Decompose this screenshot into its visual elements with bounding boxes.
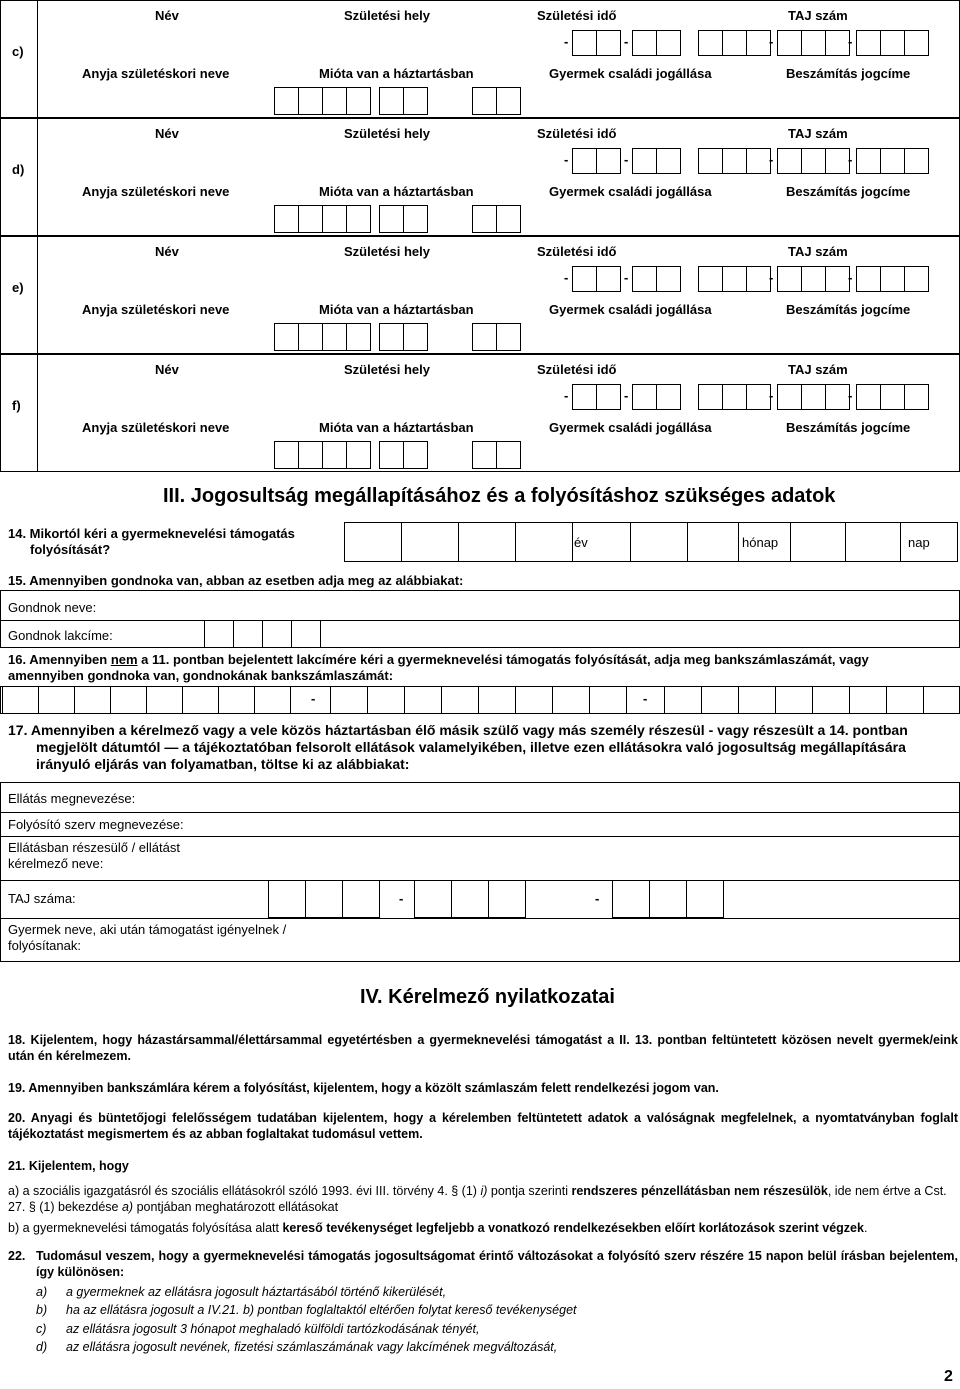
q14-label: 14. Mikortól kéri a gyermeknevelési támogatás folyósítását? xyxy=(8,526,295,557)
taj-separator: - xyxy=(595,891,600,906)
bank-account-cell[interactable] xyxy=(404,686,442,714)
birthdate-cell[interactable] xyxy=(596,148,621,174)
taj-cell[interactable] xyxy=(777,30,802,56)
section3-title: III. Jogosultság megállapításához és a folyósításhoz szükséges adatok xyxy=(163,485,836,507)
taj-cell[interactable] xyxy=(746,266,774,292)
taj-separator: - xyxy=(769,388,774,403)
statement-22c-letter: c) xyxy=(36,1322,47,1336)
bank-account-cell[interactable] xyxy=(849,686,887,714)
since-label: Mióta van a háztartásban xyxy=(319,302,474,317)
family-status-label: Gyermek családi jogállása xyxy=(549,302,712,317)
since-year-cell[interactable] xyxy=(346,323,371,351)
taj-digit-cell[interactable] xyxy=(414,880,452,918)
basis-label: Beszámítás jogcíme xyxy=(786,420,911,435)
taj-cell[interactable] xyxy=(777,384,802,410)
family-status-label: Gyermek családi jogállása xyxy=(549,420,712,435)
q16-label: 16. Amennyiben nem a 11. pontban bejelentett lakcímére kéri a gyermeknevelési támogatás folyósítását, adja meg bankszámlaszámát, vagy amennyiben gondnoka van, gondnokának bankszámlaszámát: xyxy=(8,652,869,683)
taj-cell[interactable] xyxy=(825,384,853,410)
date-separator: - xyxy=(624,270,629,285)
q15-label: 15. Amennyiben gondnoka van, abban az esetben adja meg az alábbiakat: xyxy=(8,573,464,588)
guardian-address-label: Gondnok lakcíme: xyxy=(8,628,113,643)
bank-account-cell[interactable] xyxy=(515,686,553,714)
bank-account-cell[interactable] xyxy=(74,686,111,714)
basis-label: Beszámítás jogcíme xyxy=(786,302,911,317)
since-month-cell[interactable] xyxy=(379,441,404,469)
taj-cell[interactable] xyxy=(801,266,826,292)
payer-name-label: Folyósító szerv megnevezése: xyxy=(8,817,184,832)
since-day-cell[interactable] xyxy=(496,87,521,115)
statement-22b: ha az ellátásra jogosult a IV.21. b) pontban foglaltaktól eltérően folytat kereső tevékenységet xyxy=(66,1303,577,1317)
since-day-cell[interactable] xyxy=(472,87,497,115)
birthdate-cell[interactable] xyxy=(572,384,597,410)
taj-cell[interactable] xyxy=(825,30,853,56)
mother-name-label: Anyja születéskori neve xyxy=(82,66,230,81)
nap-label: nap xyxy=(908,535,930,550)
benefit-divider-4 xyxy=(0,918,960,919)
since-year-cell[interactable] xyxy=(346,441,371,469)
birthplace-label: Születési hely xyxy=(344,126,430,141)
person-letter: f) xyxy=(12,398,21,413)
taj-cell[interactable] xyxy=(746,30,774,56)
postal-code-cell[interactable] xyxy=(204,620,234,648)
date-separator: - xyxy=(564,34,569,49)
since-year-cell[interactable] xyxy=(274,323,299,351)
name-label: Név xyxy=(155,126,179,141)
year-digit-4[interactable] xyxy=(515,522,573,562)
since-month-cell[interactable] xyxy=(403,205,428,233)
bank-account-cell[interactable] xyxy=(146,686,183,714)
bank-account-cell[interactable] xyxy=(589,686,627,714)
taj-cell[interactable] xyxy=(722,266,747,292)
bank-account-cell[interactable] xyxy=(552,686,590,714)
taj-digit-cell[interactable] xyxy=(342,880,380,918)
birthdate-label: Születési idő xyxy=(537,8,617,23)
since-month-cell[interactable] xyxy=(403,441,428,469)
taj-cell[interactable] xyxy=(722,30,747,56)
statement-22c: az ellátásra jogosult 3 hónapot meghaladó külföldi tartózkodásának tényét, xyxy=(66,1322,480,1336)
taj-cell[interactable] xyxy=(904,30,929,56)
statement-21b: b) a gyermeknevelési támogatás folyósítása alatt kereső tevékenységet legfeljebb a vonatkozó rendelkezésekben előírt korlátozások szerint végzek. xyxy=(8,1221,868,1235)
bank-account-cell[interactable] xyxy=(923,686,960,714)
birthdate-cell[interactable] xyxy=(656,266,681,292)
statement-18: 18. Kijelentem, hogy házastársammal/élettársammal egyetértésben a gyermeknevelési támogatást a II. 13. pontban feltüntetett közösen nevelt gyermek/eink után én kérelmezem. xyxy=(8,1033,958,1063)
since-year-cell[interactable] xyxy=(322,87,347,115)
since-day-cell[interactable] xyxy=(496,441,521,469)
mother-name-label: Anyja születéskori neve xyxy=(82,302,230,317)
birthdate-cell[interactable] xyxy=(656,384,681,410)
taj-digit-cell[interactable] xyxy=(488,880,526,918)
statement-20: 20. Anyagi és büntetőjogi felelősségem tudatában kijelentem, hogy a kérelemben feltüntetett adatok a valóságnak megfelelnek, a nyomtatványban foglalt tájékoztatást megismertem és az abban foglaltakat tudomásul vettem. xyxy=(8,1111,958,1141)
taj-cell[interactable] xyxy=(880,148,905,174)
bank-account-cell[interactable] xyxy=(775,686,813,714)
bank-account-cell[interactable] xyxy=(367,686,405,714)
taj-cell[interactable] xyxy=(801,384,826,410)
date-separator: - xyxy=(564,152,569,167)
benefit-divider-2 xyxy=(0,836,960,837)
taj-label: TAJ szám xyxy=(788,244,848,259)
since-month-cell[interactable] xyxy=(379,87,404,115)
birthdate-cell[interactable] xyxy=(656,30,681,56)
since-label: Mióta van a háztartásban xyxy=(319,66,474,81)
since-day-cell[interactable] xyxy=(472,323,497,351)
guardian-name-label: Gondnok neve: xyxy=(8,600,97,615)
bank-account-cell[interactable] xyxy=(738,686,776,714)
statement-21: 21. Kijelentem, hogy xyxy=(8,1159,129,1173)
basis-label: Beszámítás jogcíme xyxy=(786,184,911,199)
taj-cell[interactable] xyxy=(880,266,905,292)
postal-code-cell[interactable] xyxy=(262,620,292,648)
birthdate-cell[interactable] xyxy=(596,384,621,410)
since-label: Mióta van a háztartásban xyxy=(319,184,474,199)
page-number: 2 xyxy=(944,1368,953,1385)
date-separator: - xyxy=(564,388,569,403)
since-year-cell[interactable] xyxy=(274,87,299,115)
name-label: Név xyxy=(155,362,179,377)
statement-19: 19. Amennyiben bankszámlára kérem a folyósítást, kijelentem, hogy a közölt számlaszám felett rendelkezési jogom van. xyxy=(8,1081,719,1095)
taj-cell[interactable] xyxy=(880,30,905,56)
bank-account-cell[interactable] xyxy=(478,686,516,714)
address-field[interactable] xyxy=(320,620,960,648)
bank-account-cell[interactable] xyxy=(330,686,368,714)
taj-cell[interactable] xyxy=(880,384,905,410)
since-month-cell[interactable] xyxy=(403,87,428,115)
since-year-cell[interactable] xyxy=(322,323,347,351)
statement-22d: az ellátásra jogosult nevének, fizetési számlaszámának vagy lakcímének megváltozását, xyxy=(66,1340,558,1354)
taj-cell[interactable] xyxy=(904,384,929,410)
taj-cell[interactable] xyxy=(801,148,826,174)
since-day-cell[interactable] xyxy=(496,323,521,351)
letter-column xyxy=(0,0,38,118)
bank-account-cell[interactable] xyxy=(886,686,924,714)
taj-separator: - xyxy=(769,152,774,167)
since-year-cell[interactable] xyxy=(298,323,323,351)
taj-digit-cell[interactable] xyxy=(268,880,306,918)
benefit-name-label: Ellátás megnevezése: xyxy=(8,791,136,806)
birthplace-label: Születési hely xyxy=(344,244,430,259)
month-digit-2[interactable] xyxy=(687,522,739,562)
statement-22: Tudomásul veszem, hogy a gyermeknevelési támogatás jogosultságomat érintő változásokat a folyósító szerv részére 15 napon belül írásban bejelentem, így különösen: xyxy=(36,1249,958,1279)
taj-digit-cell[interactable] xyxy=(612,880,650,918)
taj-separator: - xyxy=(848,152,853,167)
basis-label: Beszámítás jogcíme xyxy=(786,66,911,81)
taj-separator: - xyxy=(399,891,404,906)
birthdate-label: Születési idő xyxy=(537,126,617,141)
taj-cell[interactable] xyxy=(777,266,802,292)
since-year-cell[interactable] xyxy=(346,87,371,115)
statement-22d-letter: d) xyxy=(36,1340,48,1354)
person-letter: c) xyxy=(12,44,24,59)
year-digit-1[interactable] xyxy=(344,522,402,562)
since-year-cell[interactable] xyxy=(274,205,299,233)
family-status-label: Gyermek családi jogállása xyxy=(549,184,712,199)
name-label: Név xyxy=(155,8,179,23)
birthdate-cell[interactable] xyxy=(632,148,657,174)
letter-column xyxy=(0,236,38,354)
bank-account-cell[interactable] xyxy=(254,686,291,714)
taj-cell[interactable] xyxy=(825,148,853,174)
benefit-divider-1 xyxy=(0,812,960,813)
birthdate-label: Születési idő xyxy=(537,244,617,259)
birthdate-cell[interactable] xyxy=(632,30,657,56)
taj-cell[interactable] xyxy=(722,384,747,410)
since-label: Mióta van a háztartásban xyxy=(319,420,474,435)
birthdate-cell[interactable] xyxy=(632,384,657,410)
since-year-cell[interactable] xyxy=(346,205,371,233)
since-day-cell[interactable] xyxy=(472,441,497,469)
since-day-cell[interactable] xyxy=(496,205,521,233)
bank-account-cell[interactable] xyxy=(664,686,702,714)
since-day-cell[interactable] xyxy=(472,205,497,233)
bank-account-separator: - xyxy=(311,691,316,706)
taj-label: TAJ szám xyxy=(788,362,848,377)
birthplace-label: Születési hely xyxy=(344,8,430,23)
taj-cell[interactable] xyxy=(904,266,929,292)
since-month-cell[interactable] xyxy=(379,205,404,233)
taj-label: TAJ száma: xyxy=(8,891,76,906)
day-digit-1[interactable] xyxy=(790,522,846,562)
taj-separator: - xyxy=(769,270,774,285)
birthdate-cell[interactable] xyxy=(596,266,621,292)
taj-cell[interactable] xyxy=(856,148,881,174)
month-digit-1[interactable] xyxy=(630,522,688,562)
bank-account-cell[interactable] xyxy=(110,686,147,714)
statement-22b-letter: b) xyxy=(36,1303,48,1317)
taj-cell[interactable] xyxy=(746,384,774,410)
honap-label: hónap xyxy=(742,535,779,550)
mother-name-label: Anyja születéskori neve xyxy=(82,420,230,435)
birthdate-cell[interactable] xyxy=(632,266,657,292)
taj-cell[interactable] xyxy=(746,148,774,174)
taj-cell[interactable] xyxy=(801,30,826,56)
taj-cell[interactable] xyxy=(904,148,929,174)
birthdate-cell[interactable] xyxy=(572,266,597,292)
name-label: Név xyxy=(155,244,179,259)
bank-account-cell[interactable] xyxy=(218,686,255,714)
date-separator: - xyxy=(624,388,629,403)
since-year-cell[interactable] xyxy=(298,441,323,469)
taj-cell[interactable] xyxy=(722,148,747,174)
letter-column xyxy=(0,354,38,472)
since-year-cell[interactable] xyxy=(274,441,299,469)
bank-account-cell[interactable] xyxy=(812,686,850,714)
taj-cell[interactable] xyxy=(856,266,881,292)
taj-cell[interactable] xyxy=(856,384,881,410)
mother-name-label: Anyja születéskori neve xyxy=(82,184,230,199)
statement-22a: a gyermeknek az ellátásra jogosult háztartásából történő kikerülését, xyxy=(66,1285,447,1299)
taj-label: TAJ szám xyxy=(788,126,848,141)
year-digit-2[interactable] xyxy=(401,522,459,562)
statement-21a: a) a szociális igazgatásról és szociális ellátásokról szóló 1993. évi III. törvény 4. § (1) i) pontja szerinti rendszeres pénzellátásban nem részesülök, ide nem értve a Cst. 27. § (1) bekezdése a) pontjában meghatározott ellátásokat xyxy=(8,1184,947,1214)
taj-separator: - xyxy=(769,34,774,49)
letter-column xyxy=(0,118,38,236)
bank-account-cell[interactable] xyxy=(441,686,479,714)
taj-cell[interactable] xyxy=(856,30,881,56)
bank-account-separator: - xyxy=(643,691,648,706)
birthdate-label: Születési idő xyxy=(537,362,617,377)
taj-cell[interactable] xyxy=(698,148,723,174)
since-year-cell[interactable] xyxy=(322,205,347,233)
date-separator: - xyxy=(564,270,569,285)
taj-digit-cell[interactable] xyxy=(686,880,724,918)
person-letter: e) xyxy=(12,280,24,295)
postal-code-cell[interactable] xyxy=(291,620,321,648)
since-month-cell[interactable] xyxy=(379,323,404,351)
taj-separator: - xyxy=(848,388,853,403)
person-letter: d) xyxy=(12,162,25,177)
taj-separator: - xyxy=(848,34,853,49)
birthdate-cell[interactable] xyxy=(572,30,597,56)
since-year-cell[interactable] xyxy=(298,205,323,233)
since-year-cell[interactable] xyxy=(298,87,323,115)
section4-title: IV. Kérelmező nyilatkozatai xyxy=(360,986,615,1008)
postal-code-cell[interactable] xyxy=(233,620,263,648)
since-month-cell[interactable] xyxy=(403,323,428,351)
date-separator: - xyxy=(624,34,629,49)
taj-separator: - xyxy=(848,270,853,285)
taj-digit-cell[interactable] xyxy=(305,880,343,918)
taj-digit-cell[interactable] xyxy=(649,880,687,918)
taj-cell[interactable] xyxy=(698,30,723,56)
date-separator: - xyxy=(624,152,629,167)
child-name-label: Gyermek neve, aki után támogatást igényelnek / folyósítanak: xyxy=(8,922,287,953)
birthdate-cell[interactable] xyxy=(572,148,597,174)
recipient-name-label: Ellátásban részesülő / ellátást kérelmező neve: xyxy=(8,840,180,871)
taj-cell[interactable] xyxy=(825,266,853,292)
bank-account-cell[interactable] xyxy=(2,686,39,714)
bank-account-cell[interactable] xyxy=(38,686,75,714)
birthdate-cell[interactable] xyxy=(656,148,681,174)
statement-22-number: 22. xyxy=(8,1249,26,1263)
bank-account-cell[interactable] xyxy=(701,686,739,714)
taj-digit-cell[interactable] xyxy=(451,880,489,918)
statement-22a-letter: a) xyxy=(36,1285,48,1299)
ev-label: év xyxy=(574,535,588,550)
taj-cell[interactable] xyxy=(698,266,723,292)
year-digit-3[interactable] xyxy=(458,522,516,562)
taj-cell[interactable] xyxy=(698,384,723,410)
q17-label: 17. Amennyiben a kérelmező vagy a vele közös háztartásban élő másik szülő vagy más személy részesül - vagy részesült a 14. pontban megjelölt dátumtól — a tájékoztatóban felsorolt ellátások valamelyikében, illetve ezen ellátásokra való jogosultság megállapítására irányuló eljárás van folyamatban, töltse ki az alábbiakat: xyxy=(8,722,908,772)
family-status-label: Gyermek családi jogállása xyxy=(549,66,712,81)
day-digit-2[interactable] xyxy=(845,522,901,562)
bank-account-cell[interactable] xyxy=(182,686,219,714)
taj-cell[interactable] xyxy=(777,148,802,174)
taj-label: TAJ szám xyxy=(788,8,848,23)
since-year-cell[interactable] xyxy=(322,441,347,469)
birthplace-label: Születési hely xyxy=(344,362,430,377)
birthdate-cell[interactable] xyxy=(596,30,621,56)
